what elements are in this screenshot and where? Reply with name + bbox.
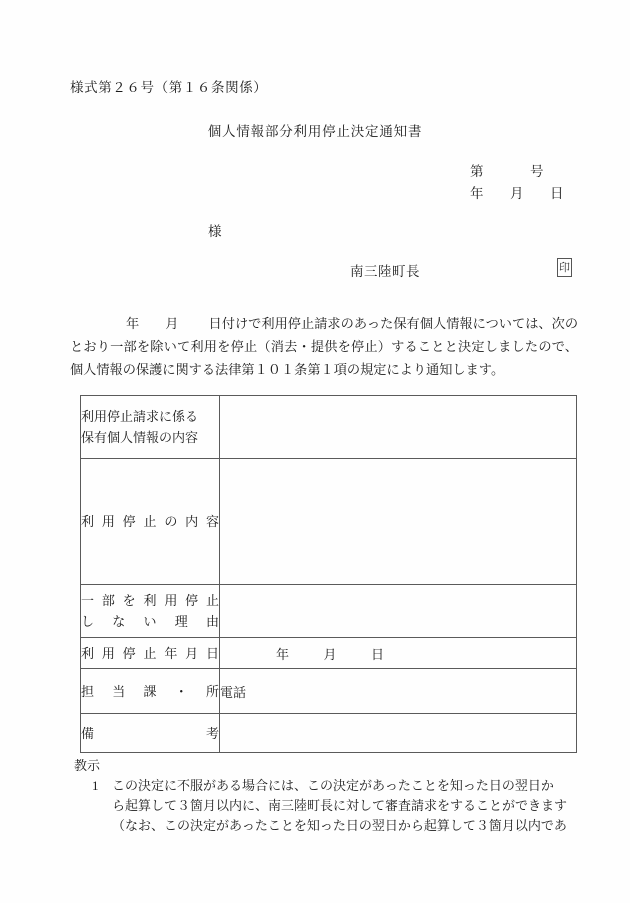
decision-detail-table: [80, 395, 577, 753]
table-row: [81, 396, 577, 459]
row-label-suspension-date: [81, 638, 220, 669]
row-label-remarks: [81, 714, 220, 753]
row-value-subject-information[interactable]: [220, 396, 577, 459]
row-value-remarks[interactable]: [220, 714, 577, 753]
instructions-item: [74, 776, 584, 836]
instructions-line: （なお、この決定があったことを知った日の翌日から起算して３箇月以内であ: [112, 818, 567, 833]
body-date-year: 年: [126, 316, 140, 331]
label-line: しない理由: [81, 614, 219, 629]
label-line: 担当課・所: [81, 683, 219, 699]
instructions-line: ら起算して３箇月以内に、南三陸町長に対して審査請求をすることができます: [112, 798, 568, 813]
issue-date-line: [470, 182, 564, 202]
suspension-date-day: 日: [371, 646, 385, 662]
issue-date-day: 日: [550, 186, 564, 201]
row-label-partial-reason: [81, 585, 220, 638]
label-line: 利用停止の内容: [81, 514, 219, 529]
suspension-date-month: 月: [323, 646, 338, 662]
form-number: 様式第２６号（第１６条関係）: [70, 80, 268, 95]
instructions-section: [74, 756, 584, 836]
document-number-suffix: 号: [530, 164, 544, 179]
row-value-department-phone[interactable]: 電話: [220, 669, 577, 714]
body-date-month: 月: [165, 316, 179, 331]
table-row: [81, 669, 577, 714]
row-label-subject-information: [81, 396, 220, 459]
document-number-line: [470, 160, 544, 180]
table-row: [81, 714, 577, 753]
row-label-department: [81, 669, 220, 714]
label-line: 備考: [81, 725, 219, 741]
issue-date-month: 月: [510, 186, 524, 201]
issuer-name: 南三陸町長: [350, 264, 420, 279]
instructions-line: この決定に不服がある場合には、この決定があったことを知った日の翌日か: [112, 778, 554, 793]
row-value-suspension-content[interactable]: [220, 459, 577, 585]
instructions-title: 教示: [74, 758, 101, 773]
table-row: [81, 585, 577, 638]
row-label-suspension-content: [81, 459, 220, 585]
label-line: 保有個人情報の内容: [81, 430, 199, 445]
suspension-date-year: 年: [276, 646, 290, 662]
addressee-honorific: 様: [208, 224, 222, 239]
row-value-suspension-date[interactable]: [220, 638, 577, 669]
instructions-item-number: 1: [92, 778, 99, 793]
table-row: [81, 638, 577, 669]
instructions-item-body: [112, 776, 584, 836]
issue-date-year: 年: [470, 186, 484, 201]
body-paragraph: [70, 312, 578, 381]
label-line: 利用停止請求に係る: [81, 409, 199, 424]
document-title: 個人情報部分利用停止決定通知書: [207, 124, 423, 139]
row-value-partial-reason[interactable]: [220, 585, 577, 638]
label-line: 利用停止年月日: [81, 645, 219, 661]
label-line: 一部を利用停止: [81, 593, 219, 608]
table-row: [81, 459, 577, 585]
document-number-prefix: 第: [470, 164, 484, 179]
seal-box: 印: [557, 258, 572, 277]
body-paragraph-text: 日付けで利用停止請求のあった保有個人情報については、次のとおり一部を除いて利用を停止（消去・提供を停止）することと決定しましたので、個人情報の保護に関する法律第１０１条第１項の規定により通知します。: [70, 316, 579, 377]
